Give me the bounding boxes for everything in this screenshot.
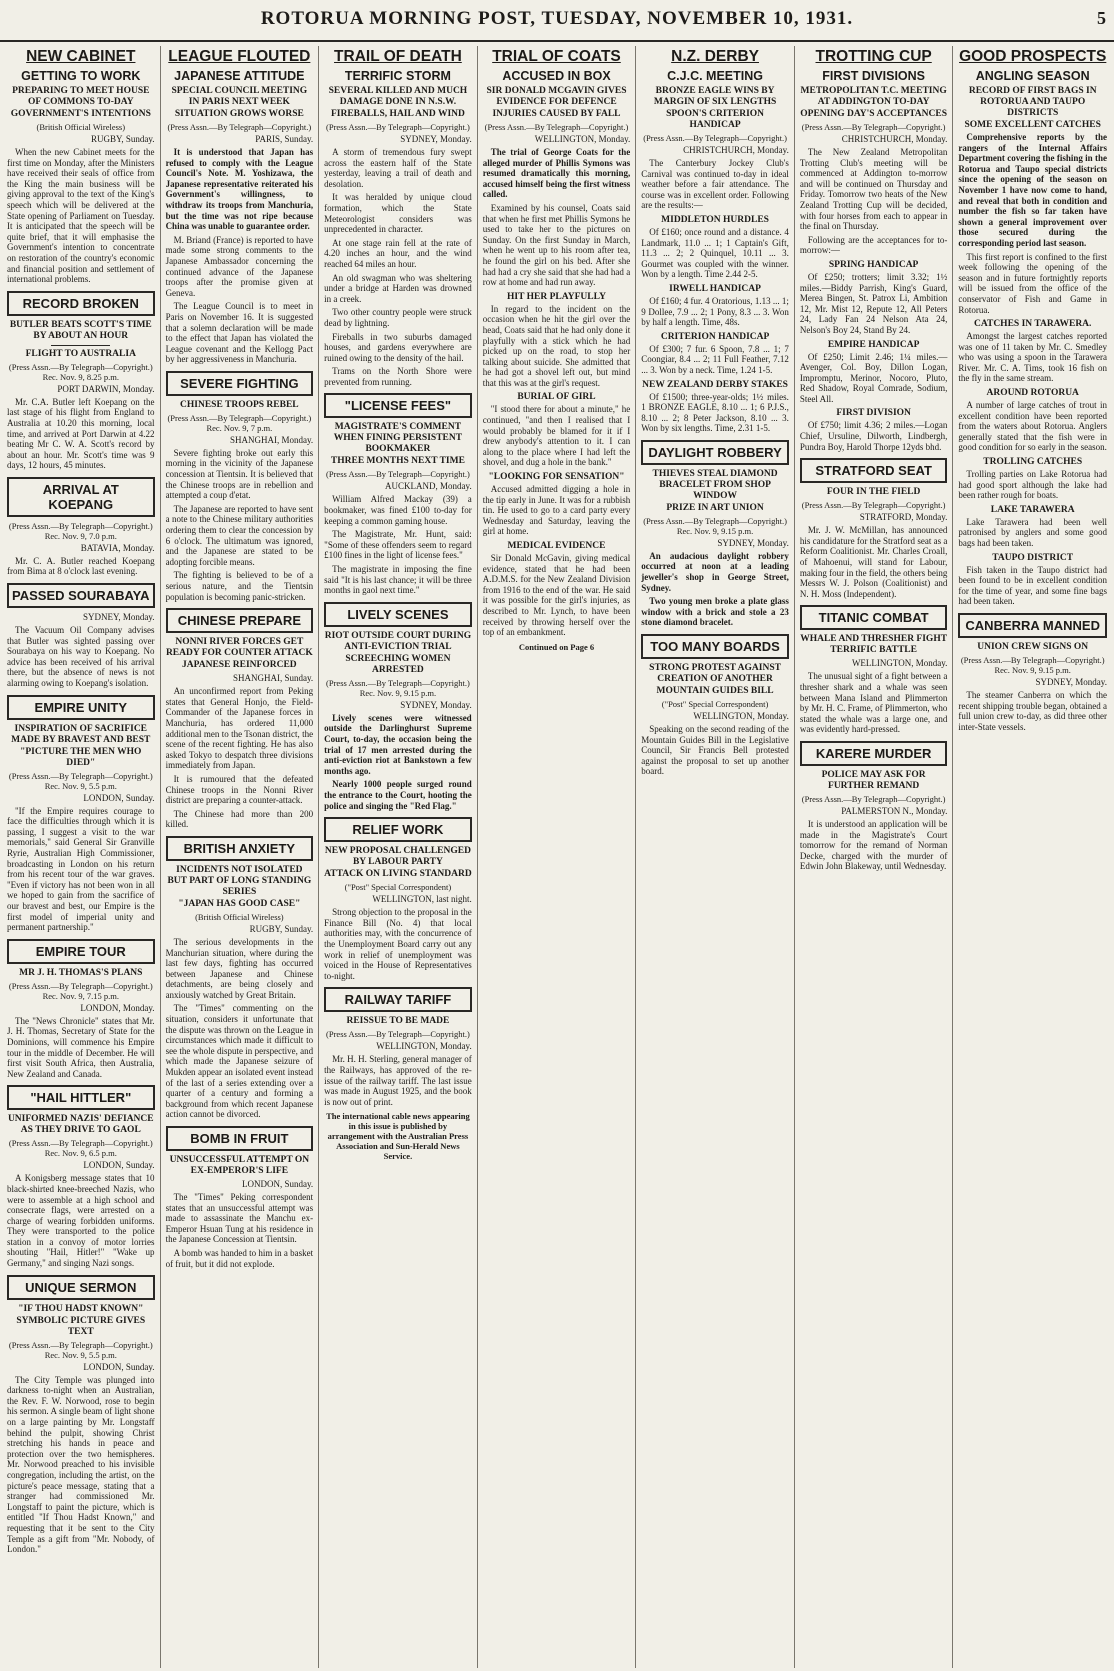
boxed-headline: CHINESE PREPARE: [166, 608, 314, 633]
article-paragraph: It is understood that Japan has refused to comply with the League Council's Note. M. Yoshizawa, the Japanese representative reiterated his Government's willingness, to withdraw its troops from Manchuria, but the time was not ripe because China was unable to guarantee order.: [165, 147, 314, 232]
dateline: PARIS, Sunday.: [255, 134, 314, 144]
article-paragraph: The unusual sight of a fight between a thresher shark and a whale was seen between Mana Island and Plimmerton by Mr. H. C. Frame, of Plimmerton, who stated the whale was a large one, and was evidently hard-pressed.: [799, 671, 948, 735]
article-paragraph: When the new Cabinet meets for the first time on Monday, after the Ministers have received their seals of office from the King the main business will be giving approval to the text of the King's speech which will be delivered at the State opening of Parliament on Tuesday. It is anticipated that the speech will be quite brief, that it will emphasise the Government's intention to concentrate on restoration of the country's economic and financial position and settlement of international problems.: [7, 147, 155, 285]
press-credit: (Press Assn.—By Telegraph—Copyright.) Rec. Nov. 9, 5.5 p.m.: [8, 1339, 153, 1360]
press-credit: ("Post" Special Correspondent): [661, 699, 769, 710]
dateline: WELLINGTON, last night.: [372, 894, 472, 905]
section-heading: SPRING HANDICAP: [828, 259, 919, 270]
press-credit: (Press Assn.—By Telegraph—Copyright.): [801, 122, 946, 132]
dateline: RUGBY, Sunday.: [91, 134, 155, 144]
column-header: N.Z. DERBY: [671, 48, 759, 65]
boxed-headline: BRITISH ANXIETY: [166, 836, 314, 861]
boxed-headline: PASSED SOURABAYA: [7, 583, 155, 608]
column-header: LEAGUE FLOUTED: [168, 48, 311, 65]
article-subheading: FLIGHT TO AUSTRALIA: [25, 348, 136, 359]
press-credit: (British Official Wireless): [36, 122, 126, 132]
section-heading: LAKE TARAWERA: [990, 504, 1075, 515]
article-paragraph: An audacious daylight robbery occurred at noon at a leading jeweller's shop in George Street, Sydney.: [641, 550, 789, 593]
article-paragraph: An old swagman who was sheltering under a bridge at Harden was drowned in a creek.: [324, 272, 472, 304]
article-paragraph: This first report is confined to the first week following the opening of the season and in future fortnightly reports will be issued from the office of the conservator of Fish and Game in Rotorua.: [958, 251, 1107, 315]
article-subheading: BRONZE EAGLE WINS BY MARGIN OF SIX LENGTHS: [653, 86, 777, 107]
dateline: LONDON, Sunday.: [83, 1160, 155, 1171]
boxed-headline: RAILWAY TARIFF: [324, 987, 472, 1012]
press-credit: (Press Assn.—By Telegraph—Copyright.): [643, 133, 787, 143]
section-heading: NEW ZEALAND DERBY STAKES: [642, 379, 788, 390]
dateline: WELLINGTON, Monday.: [376, 1041, 472, 1052]
press-credit: (Press Assn.—By Telegraph—Copyright.) Rec. Nov. 9, 7.15 p.m.: [8, 980, 153, 1001]
article-subheading: SEVERAL KILLED AND MUCH DAMAGE DONE IN N.S.W.: [328, 86, 468, 107]
boxed-headline: EMPIRE TOUR: [7, 939, 155, 964]
section-heading: IRWELL HANDICAP: [669, 283, 761, 294]
dateline: LONDON, Sunday.: [241, 1179, 314, 1189]
article-headline: JAPANESE ATTITUDE: [174, 69, 305, 83]
article-columns: [2, 46, 1112, 1668]
press-credit: (Press Assn.—By Telegraph—Copyright.): [326, 1029, 470, 1040]
article-subheading: NEW PROPOSAL CHALLENGED BY LABOUR PARTY: [324, 846, 471, 868]
article-subheading: SOME EXCELLENT CATCHES: [964, 120, 1101, 130]
boxed-headline: KARERE MURDER: [800, 741, 948, 766]
boxed-headline: LIVELY SCENES: [324, 602, 472, 627]
boxed-headline: "HAIL HITTLER": [7, 1085, 155, 1110]
article-subheading: RIOT OUTSIDE COURT DURING ANTI-EVICTION TRIAL: [324, 630, 472, 652]
article-paragraph: William Alfred Mackay (39) a bookmaker, was fined £100 to-day for keeping a common gaming house.: [324, 494, 472, 526]
dateline: SYDNEY, Monday.: [400, 699, 472, 710]
column-6: [795, 46, 954, 1668]
article-subheading: ATTACK ON LIVING STANDARD: [324, 869, 472, 880]
article-subheading: SCREECHING WOMEN ARRESTED: [345, 653, 451, 675]
press-credit: (Press Assn.—By Telegraph—Copyright.): [326, 122, 470, 132]
press-credit: (Press Assn.—By Telegraph—Copyright.): [801, 500, 946, 511]
newspaper-title: ROTORUA MORNING POST, TUESDAY, NOVEMBER 10, 1931.: [260, 8, 854, 29]
boxed-headline: SEVERE FIGHTING: [166, 371, 314, 396]
article-subheading: INSPIRATION OF SACRIFICE MADE BY BRAVEST AND BEST: [11, 723, 151, 745]
article-subheading: MOUNTAIN GUIDES BILL: [656, 686, 774, 697]
press-credit: (Press Assn.—By Telegraph—Copyright.) Rec. Nov. 9, 7 p.m.: [167, 412, 312, 433]
article-paragraph: Fish taken in the Taupo district had been found to be in excellent condition for the time of year, and some fine bags had been taken.: [958, 564, 1107, 607]
dateline: LONDON, Sunday.: [83, 792, 155, 803]
boxed-headline: "LICENSE FEES": [324, 393, 472, 418]
article-paragraph: An unconfirmed report from Peking states that General Honjo, the Field-Commander of the Japanese forces in Manchuria, has ordered 11,000 additional men to the Tsonan district, the scene of the recent fighting. He has also asked Tokyo to despatch three divisions immediately from Japan.: [165, 686, 314, 771]
article-subheading: BUTLER BEATS SCOTT'S TIME BY ABOUT AN HOUR: [9, 319, 152, 341]
article-paragraph: Of £750; limit 4.36; 2 miles.—Logan Chief, Ursuline, Dilworth, Lindbergh, Pundra Boy, Harold Thorpe 12yds bhd.: [799, 420, 948, 452]
article-paragraph: Trams on the North Shore were prevented from running.: [324, 366, 472, 387]
article-headline: GETTING TO WORK: [21, 69, 141, 83]
article-paragraph: Accused admitted digging a hole in the tip early in June. It was for a rubbish tin. He used to go to a card party every Wednesday and Saturday, leaving the girl at home.: [482, 484, 631, 537]
article-paragraph: Sir Donald McGavin, giving medical evidence, stated that he had been A.D.M.S. for the New Zealand Division from 1916 to the end of the war. He said it was possible for the girl's injuries, as described to Mr. Lynch, to have been received by throwing herself over the top of an embankment.: [482, 553, 631, 638]
press-credit: (Press Assn.—By Telegraph—Copyright.) Rec. Nov. 9, 9.15 p.m.: [643, 515, 787, 536]
article-subheading: GOVERNMENT'S INTENTIONS: [10, 109, 151, 119]
dateline: SYDNEY, Monday.: [1035, 676, 1107, 687]
dateline: WELLINGTON, Monday.: [693, 711, 789, 722]
article-paragraph: The League Council is to meet in Paris on November 16. It is suggested that a solemn declaration will be made to the effect that Japan has violated the League covenant and the Kellogg Pact by her aggressiveness in Manchuria.: [165, 301, 314, 365]
boxed-headline: TOO MANY BOARDS: [641, 634, 789, 659]
article-subheading: MAGISTRATE'S COMMENT WHEN FINING PERSISTENT BOOKMAKER: [333, 422, 463, 455]
article-paragraph: Lively scenes were witnessed outside the Darlinghurst Supreme Court, to-day, the occasion being the trial of 17 men arrested during the anti-eviction riot at Bankstown a few months ago.: [324, 712, 472, 776]
section-heading: FIRST DIVISION: [836, 408, 911, 419]
article-paragraph: Of £160; 4 fur. 4 Oratorious, 1.13 ... 1; 9 Dollee, 7.9 ... 2; 1 Pony, 8.3 ... 3. Won by half a length. Time, 48s.: [641, 295, 789, 328]
article-paragraph: The Magistrate, Mr. Hunt, said: "Some of these offenders seem to regard £100 fines in the light of license fees.": [324, 529, 472, 561]
article-subheading: UNIFORMED NAZIS' DEFIANCE AS THEY DRIVE TO GAOL: [7, 1114, 154, 1136]
press-credit: (Press Assn.—By Telegraph—Copyright.) Rec. Nov. 9, 9.15 p.m.: [326, 677, 470, 698]
article-paragraph: It was heralded by unique cloud formation, which the State Meteorologist considers was unprecedented in character.: [324, 192, 472, 235]
column-3: [319, 46, 478, 1668]
article-paragraph: Of £250; trotters; limit 3.32; 1½ miles.—Biddy Parrish, King's Guard, Merea Bingen, St. Patrox Li, Ambition 12, Mr. Mist 12, Repute 12, All Peters 24, Lady Fan 24 Nelson Ata 24, Nelson's Boy 24, Stand By 24.: [799, 271, 948, 335]
article-paragraph: The Chinese had more than 200 killed.: [165, 808, 314, 830]
boxed-headline: EMPIRE UNITY: [7, 695, 155, 720]
article-paragraph: It is understood an application will be made in the Magistrate's Court tomorrow for the remand of Norman Decke, charged with the murder of Edwin John Blakeway, until Wednesday.: [799, 818, 948, 872]
article-paragraph: Severe fighting broke out early this morning in the vicinity of the Japanese concession at Tientsin. It is believed that the Chinese troops are in rebellion and attempted a coup d'etat.: [165, 447, 314, 501]
footer-note: Continued on Page 6: [518, 641, 595, 652]
article-headline: FIRST DIVISIONS: [822, 69, 926, 83]
article-paragraph: A Konigsberg message states that 10 black-shirted knee-breeched Nazis, who were to assemble at a high school and consecrate flags, were arrested on a charge of wearing forbidden uniforms. They were transported to the police station in a convoy of motor lorries shouting "Hail, Hitler!" "Wake up Germany," and singing Nazi songs.: [7, 1173, 155, 1269]
article-subheading: METROPOLITAN T.C. MEETING AT ADDINGTON TO-DAY: [800, 86, 947, 107]
column-4: [478, 46, 637, 1668]
dateline: RUGBY, Sunday.: [249, 923, 314, 934]
article-subheading: OPENING DAY'S ACCEPTANCES: [800, 109, 947, 119]
article-headline: ACCUSED IN BOX: [502, 69, 611, 83]
dateline: CHRISTCHURCH, Monday.: [683, 145, 789, 155]
column-header: TRIAL OF COATS: [492, 48, 621, 65]
boxed-headline: CANBERRA MANNED: [958, 613, 1107, 638]
article-subheading: THREE MONTHS NEXT TIME: [330, 456, 465, 467]
section-heading: CATCHES IN TARAWERA.: [973, 319, 1092, 330]
article-subheading: INCIDENTS NOT ISOLATED BUT PART OF LONG STANDING SERIES: [167, 864, 312, 897]
article-subheading: "IF THOU HADST KNOWN": [18, 1303, 144, 1314]
article-subheading: WHALE AND THRESHER FIGHT TERRIFIC BATTLE: [800, 634, 948, 656]
article-subheading: SYMBOLIC PICTURE GIVES TEXT: [16, 1315, 146, 1337]
column-7: [953, 46, 1112, 1668]
section-heading: CRITERION HANDICAP: [660, 331, 770, 342]
article-paragraph: The New Zealand Metropolitan Trotting Club's meeting will be commenced at Addington to-morrow and will be continued on Thursday and Friday. Tomorrow two heats of the New Zealand Trotting Cup will be decided, with four horses from each to appear in the final on Thursday.: [799, 147, 948, 232]
article-subheading: POLICE MAY ASK FOR FURTHER REMAND: [821, 769, 926, 791]
article-paragraph: Of £160; once round and a distance. 4 Landmark, 11.0 ... 1; 1 Captain's Gift, 11.3 ... 2; 2 Quinquel, 10.11 ... 3. Gourmet was coupled with the winner. Won by a length. Time 2.44 2-5.: [641, 226, 789, 280]
article-paragraph: The City Temple was plunged into darkness to-night when an Australian, the Rev. F. W. Norwood, rose to begin his sermon. A single beam of light shone on a large painting by Mr. Longstaff behind the pulpit, showing Christ stretching his hands in peace and protection over the two hemispheres. Mr. Norwood preached to his invisible congregation, including the artist, on the picture's peace message, stating that a stranger had commissioned Mr. Longstaff to paint the picture, which is entitled "If Thou Hadst Known," and requesting that it be sent to the City Temple as a gift from "Mr. Nobody, of London.": [7, 1374, 155, 1555]
article-subheading: NONNI RIVER FORCES GET READY FOR COUNTER ATTACK: [165, 637, 313, 659]
article-paragraph: Fireballs in two suburbs damaged houses, and gardens everywhere are ruined owing to the density of the hail.: [324, 331, 472, 363]
article-paragraph: The Vacuum Oil Company advises that Butler was sighted passing over Sourabaya on his way to Koepang. No advice has been received of his arrival there, but the absence of news is not alarming owing to Koepang's isolation.: [7, 625, 155, 689]
article-paragraph: Mr. C. A. Butler reached Koepang from Bima at 8 o'clock last evening.: [7, 555, 155, 577]
article-paragraph: Two young men broke a plate glass window with a brick and stole a 23 stone diamond bracelet.: [641, 596, 789, 628]
masthead: [0, 0, 1114, 42]
column-header: GOOD PROSPECTS: [959, 48, 1107, 65]
article-subheading: THIEVES STEAL DIAMOND BRACELET FROM SHOP WINDOW: [652, 468, 778, 501]
column-5: [636, 46, 795, 1668]
article-paragraph: Of £300; 7 fur. 6 Spoon, 7.8 ... 1; 7 Coongiar, 8.4 ... 2; 11 Full Feather, 7.12 ... 3. Won by a neck. Time, 1.24 1-5.: [641, 343, 789, 375]
section-heading: HIT HER PLAYFULLY: [507, 291, 606, 302]
article-paragraph: The "Times" commenting on the situation, considers it unfortunate that the dispute was thrown on the League in circumstances which made it difficult to see the whole dispute in perspective, and which made the Japanese seizure of Mukden appear an isolated event instead of the last of a series extending over a quarter of a century and forming a background from which recent Japanese action cannot be divorced.: [165, 1003, 314, 1120]
dateline: AUCKLAND, Monday.: [385, 481, 472, 492]
article-paragraph: "If the Empire requires courage to face the difficulties through which it is passing, I suggest a visit to the war memorials," said General Sir Granville Ryrie, Australian High Commissioner, broadcasting in London on his return from his recent tour of the war graves. "Even if victory has not been won in all we hoped to gain from the sacrifice of our bravest and best, our Empire is the first model of imperial unity and permanent partnership.": [7, 805, 155, 933]
article-paragraph: In regard to the incident on the occasion when he hit the girl over the head, Coats said that he had only done it playfully with a stick which he had picked up on the road, to stop her talking about suicide. She admitted that he had got a shovel left out, but mind that this was at the girl's request.: [482, 303, 631, 388]
article-subheading: SPOON'S CRITERION HANDICAP: [666, 109, 765, 130]
article-subheading: JAPANESE REINFORCED: [182, 660, 297, 671]
press-credit: ("Post" Special Correspondent): [344, 882, 452, 893]
column-1: [2, 46, 161, 1668]
article-paragraph: Strong objection to the proposal in the Finance Bill (No. 4) that local authorities may, with the concurrence of the Unemployment Board carry out any work in relief of unemployment was voiced in the House of Representatives to-night.: [324, 907, 472, 981]
article-paragraph: Lake Tarawera had been well patronised by anglers and some good bags had been taken.: [958, 516, 1107, 548]
article-paragraph: Mr. J. W. McMillan, has announced his candidature for the Stratford seat as a Reform Coalitionist. Mr. Charles Croall, of Mahoenui, will stand for Labour, making four in the field, the others being Messrs W. J. Polson (Coalitionist) and N. H. Moss (Independent).: [799, 525, 948, 599]
dateline: SYDNEY, Monday.: [717, 537, 789, 548]
footer-note: The international cable news appearing in this issue is published by arrangement with the Australian Press Association and Sun-Herald News Service.: [326, 1111, 470, 1162]
section-heading: TROLLING CATCHES: [983, 457, 1083, 468]
article-subheading: CHINESE TROOPS REBEL: [180, 399, 299, 410]
article-paragraph: Amongst the largest catches reported was one of 11 taken by Mr. C. Smedley who was using a spoon in the Tarawera River. Mr. C. A. Tims, took 16 fish on the fly in the same stream.: [958, 331, 1107, 384]
article-paragraph: A number of large catches of trout in excellent condition have been reported from the waters about Rotorua. Anglers generally stated that the fish were in good condition for so early in the season.: [958, 400, 1107, 453]
section-heading: BURIAL OF GIRL: [517, 392, 596, 403]
dateline: WELLINGTON, Monday.: [534, 134, 631, 144]
boxed-headline: ARRIVAL AT KOEPANG: [7, 477, 155, 517]
article-paragraph: Of £250; Limit 2.46; 1¼ miles.—Avenger, Col. Boy, Dillon Logan, Impromptu, Merinor, Nocoro, Pluto, Red Shadow, Royal Comrade, Sodium, Steel All.: [799, 351, 948, 404]
article-subheading: SPECIAL COUNCIL MEETING IN PARIS NEXT WEEK: [171, 86, 308, 107]
section-heading: "LOOKING FOR SENSATION": [488, 472, 625, 483]
dateline: SYDNEY, Monday.: [83, 612, 155, 623]
dateline: WELLINGTON, Monday.: [851, 658, 948, 669]
section-heading: MIDDLETON HURDLES: [661, 214, 769, 225]
dateline: SHANGHAI, Sunday.: [232, 673, 314, 684]
article-paragraph: It is rumoured that the defeated Chinese troops in the Nonni River district are preparing a counter-attack.: [165, 773, 314, 806]
article-subheading: SITUATION GROWS WORSE: [174, 109, 304, 119]
article-paragraph: The "News Chronicle" states that Mr. J. H. Thomas, Secretary of State for the Dominions, will commence his Empire tour in the middle of December. He will first visit South Africa, then Australia, New Zealand and Canada.: [7, 1015, 155, 1079]
article-paragraph: The serious developments in the Manchurian situation, where during the last few days, fighting has occurred between Japanese and Chinese detachments, are being closely and anxiously watched by Great Britain.: [165, 936, 314, 1000]
press-credit: (Press Assn.—By Telegraph—Copyright.): [801, 793, 946, 804]
article-paragraph: Of £1500; three-year-olds; 1½ miles. 1 BRONZE EAGLE, 8.10 ... 1; 6 P.J.S., 8.10 ... 2; 8 Peter Jackson, 8.10 ... 3. Won by six lengths. Time, 2.31 1-5.: [641, 391, 789, 434]
column-2: [161, 46, 320, 1668]
article-subheading: RECORD OF FIRST BAGS IN ROTORUA AND TAUPO DISTRICTS: [968, 86, 1097, 118]
section-heading: AROUND ROTORUA: [986, 388, 1079, 399]
boxed-headline: DAYLIGHT ROBBERY: [641, 440, 789, 465]
dateline: CHRISTCHURCH, Monday.: [841, 134, 948, 144]
article-subheading: FIREBALLS, HAIL AND WIND: [330, 109, 465, 119]
dateline: BATAVIA, Monday.: [80, 542, 155, 553]
dateline: SYDNEY, Monday.: [400, 134, 472, 144]
section-heading: TAUPO DISTRICT: [992, 552, 1074, 563]
press-credit: (Press Assn.—By Telegraph—Copyright.): [484, 122, 629, 132]
article-paragraph: Following are the acceptances for to-morrow:—: [799, 234, 948, 256]
press-credit: (Press Assn.—By Telegraph—Copyright.) Rec. Nov. 9, 7.0 p.m.: [8, 520, 153, 541]
boxed-headline: TITANIC COMBAT: [800, 605, 948, 630]
article-headline: ANGLING SEASON: [975, 69, 1090, 83]
press-credit: (Press Assn.—By Telegraph—Copyright.) Rec. Nov. 9, 9.15 p.m.: [960, 654, 1105, 675]
dateline: PALMERSTON N., Monday.: [841, 805, 948, 816]
article-paragraph: Comprehensive reports by the rangers of the Internal Affairs Department covering the fishing in the Rotorua and Taupo special districts since the opening of the season on November 1 have now come to hand, and reveal that both in condition and number the fish so far taken have shown a general improvement over those secured during the corresponding period last season.: [958, 132, 1107, 248]
article-paragraph: The "Times" Peking correspondent states that an unsuccessful attempt was made to assassinate the Manchu ex-Emperor Hsuan Tung at his residence in the Japanese Concession at Tientsin.: [165, 1192, 314, 1245]
section-heading: MEDICAL EVIDENCE: [507, 541, 606, 551]
article-paragraph: Nearly 1000 people surged round the entrance to the Court, hooting the police and singing the "Red Flag.": [324, 779, 472, 811]
page-number: 5: [1097, 8, 1106, 28]
article-subheading: FOUR IN THE FIELD: [826, 487, 921, 498]
press-credit: (Press Assn.—By Telegraph—Copyright.): [167, 122, 312, 132]
article-subheading: "JAPAN HAS GOOD CASE": [178, 898, 301, 909]
article-headline: TERRIFIC STORM: [344, 69, 451, 83]
dateline: SHANGHAI, Monday.: [229, 434, 314, 445]
article-paragraph: The steamer Canberra on which the recent shipping trouble began, obtained a full union crew to-day, as did three other inter-State vessels.: [958, 689, 1107, 732]
press-credit: (Press Assn.—By Telegraph—Copyright.) Rec. Nov. 9, 6.5 p.m.: [8, 1138, 153, 1159]
dateline: LONDON, Sunday.: [83, 1361, 155, 1372]
article-paragraph: At one stage rain fell at the rate of 4.20 inches an hour, and the wind reached 64 miles an hour.: [324, 237, 472, 269]
article-subheading: UNION CREW SIGNS ON: [977, 641, 1089, 652]
article-paragraph: A storm of tremendous fury swept across the eastern half of the State yesterday, leaving a trail of death and desolation.: [324, 147, 472, 189]
boxed-headline: UNIQUE SERMON: [7, 1275, 155, 1300]
article-paragraph: Examined by his counsel, Coats said that when he first met Phillis Symons he used to take her to the pictures on Sunday. On the first Sunday in March, when he went up to his room after tea, he found the girl on his bed. After she had had a cry she said that she had had a row at home and had run away.: [482, 202, 631, 288]
article-paragraph: The trial of George Coats for the alleged murder of Phillis Symons was resumed dramatically this morning, accused himself being the first witness called.: [482, 147, 631, 200]
article-paragraph: The Japanese are reported to have sent a note to the Chinese military authorities ordering them to clear the concession by 6 o'clock. The ultimatum was ignored, and the Japanese are stated to be adopting forcible means.: [165, 503, 314, 567]
article-paragraph: The fighting is believed to be of a serious nature, and the Tientsin population is becoming panic-stricken.: [165, 570, 314, 602]
article-paragraph: The magistrate in imposing the fine said "It is his last chance; it will be three months in gaol next time.": [324, 564, 472, 596]
article-paragraph: Trolling parties on Lake Rotorua had had good sport although the lake had been rather rough for boats.: [958, 469, 1107, 501]
article-subheading: MR J. H. THOMAS'S PLANS: [19, 967, 143, 978]
article-subheading: "PICTURE THE MEN WHO DIED": [20, 746, 142, 768]
article-subheading: REISSUE TO BE MADE: [346, 1016, 450, 1027]
article-paragraph: A bomb was handed to him in a basket of fruit, but it did not explode.: [165, 1247, 314, 1269]
article-subheading: PREPARING TO MEET HOUSE OF COMMONS TO-DAY: [12, 86, 150, 107]
article-paragraph: Mr. C.A. Butler left Koepang on the last stage of his flight from England to Australia at 10.20 this morning, local time, and arrived at Port Darwin at 4.22 beating Mr C. W. A. Scott's record by about an hour. Mr. Scott's time was 9 days, 12 hours, 45 minutes.: [7, 396, 155, 471]
article-paragraph: Mr. H. H. Sterling, general manager of the Railways, has approved of the re-issue of the railway tariff. The last issue was made in August 1925, and the book is now out of print.: [324, 1054, 472, 1107]
article-headline: C.J.C. MEETING: [667, 69, 763, 83]
boxed-headline: RECORD BROKEN: [7, 291, 155, 316]
boxed-headline: BOMB IN FRUIT: [166, 1126, 314, 1151]
boxed-headline: STRATFORD SEAT: [800, 458, 948, 483]
column-header: TRAIL OF DEATH: [334, 48, 462, 65]
article-subheading: PRIZE IN ART UNION: [666, 502, 764, 513]
article-subheading: UNSUCCESSFUL ATTEMPT ON EX-EMPEROR'S LIFE: [169, 1155, 310, 1176]
article-paragraph: Two other country people were struck dead by lightning.: [324, 307, 472, 328]
dateline: PORT DARWIN, Monday.: [57, 383, 155, 394]
dateline: STRATFORD, Monday.: [859, 512, 948, 523]
article-paragraph: Speaking on the second reading of the Mountain Guides Bill in the Legislative Council, Sir Francis Bell protested against the proposal to set up another board.: [641, 724, 789, 777]
dateline: LONDON, Monday.: [80, 1002, 155, 1013]
article-paragraph: The Canterbury Jockey Club's Carnival was continued to-day in ideal weather before a fair attendance. The course was in excellent order. Following are the results:—: [641, 158, 789, 211]
section-heading: EMPIRE HANDICAP: [827, 339, 920, 350]
press-credit: (British Official Wireless): [195, 911, 284, 922]
article-subheading: STRONG PROTEST AGAINST CREATION OF ANOTHER: [649, 663, 781, 685]
divider-rule: [51, 345, 110, 346]
press-credit: (Press Assn.—By Telegraph—Copyright.) Rec. Nov. 9, 8.25 p.m.: [8, 361, 153, 382]
article-paragraph: M. Briand (France) is reported to have made some strong comments to the Japanese Ambassador concerning the continued advance of the Japanese troops after the promise given at Geneva.: [165, 234, 314, 298]
article-subheading: SIR DONALD MCGAVIN GIVES EVIDENCE FOR DEFENCE: [486, 86, 627, 107]
article-paragraph: "I stood there for about a minute," he continued, "and then I realised that I would probably be blamed for it if I drew anybody's attention to it. I can along to the place where I had left the shovel, and dug a hole in the bank.": [482, 404, 631, 468]
press-credit: (Press Assn.—By Telegraph—Copyright.) Rec. Nov. 9, 5.5 p.m.: [8, 770, 153, 791]
column-header: NEW CABINET: [26, 48, 136, 65]
boxed-headline: RELIEF WORK: [324, 817, 472, 842]
column-header: TROTTING CUP: [815, 48, 932, 65]
press-credit: (Press Assn.—By Telegraph—Copyright.): [326, 469, 470, 480]
article-subheading: INJURIES CAUSED BY FALL: [492, 109, 621, 119]
